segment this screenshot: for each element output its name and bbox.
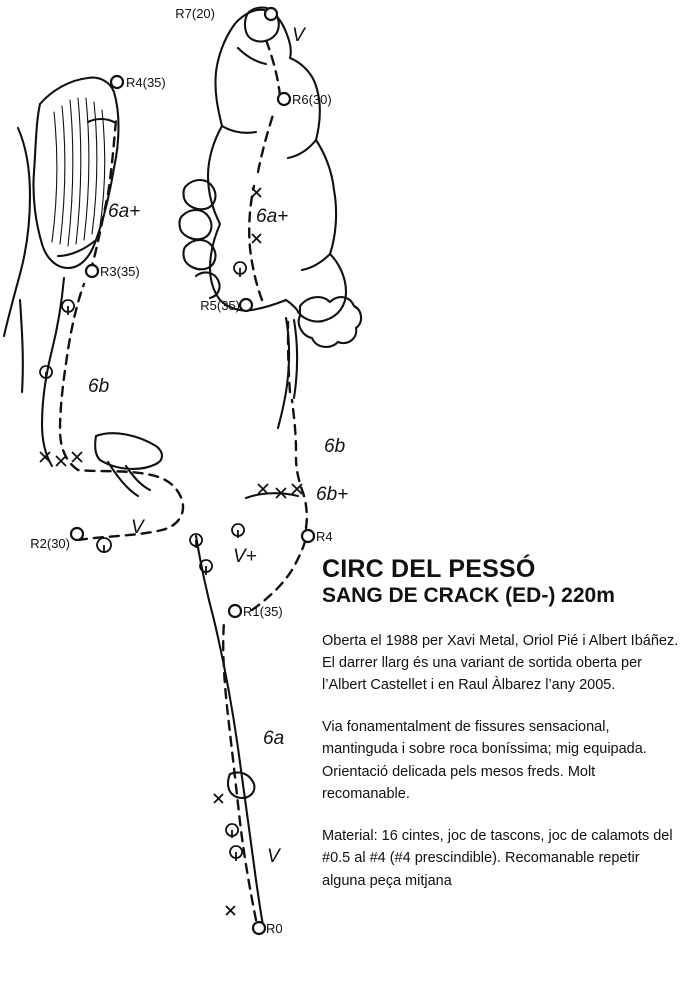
grade-label-6a-plus-left: 6a+ bbox=[108, 201, 141, 222]
route-info-panel bbox=[322, 555, 684, 892]
belay-label-r5: R5(35) bbox=[200, 298, 240, 313]
grade-label-6b-right: 6b bbox=[324, 436, 346, 457]
route-material-paragraph: Material: 16 cintes, joc de tascons, joc de calamots del #0.5 al #4 (#4 prescindible). Recomanable repetir alguna peça mitjana bbox=[322, 827, 673, 889]
grade-label-6a: 6a bbox=[263, 728, 285, 749]
belay-label-r6: R6(30) bbox=[292, 92, 332, 107]
belay-label-r3: R3(35) bbox=[100, 264, 140, 279]
grade-label-6b-left: 6b bbox=[88, 376, 110, 397]
belay-label-r4b: R4 bbox=[316, 529, 333, 544]
grade-label-6b-plus: 6b+ bbox=[316, 484, 349, 505]
belay-label-r2: R2(30) bbox=[30, 536, 70, 551]
grade-label-v-plus: V+ bbox=[233, 546, 257, 567]
rock-outlines bbox=[4, 8, 361, 931]
grade-label-v-mid: V bbox=[131, 517, 144, 538]
grade-label-6a-plus-right: 6a+ bbox=[256, 206, 289, 227]
belay-labels bbox=[30, 6, 332, 936]
route-subtitle: SANG DE CRACK (ED-) 220m bbox=[322, 584, 615, 607]
page-title: CIRC DEL PESSÓ bbox=[322, 555, 536, 583]
route-history-paragraph: Oberta el 1988 per Xavi Metal, Oriol Pié i Albert Ibáñez. El darrer llarg és una variant de sortida oberta per l’Albert Castellet i en Raul Àlbarez l’any 2005. bbox=[322, 632, 679, 694]
grade-label-v-top: V bbox=[292, 25, 305, 46]
belay-label-r7: R7(20) bbox=[175, 6, 215, 21]
belay-label-r0: R0 bbox=[266, 921, 283, 936]
belay-label-r4: R4(35) bbox=[126, 75, 166, 90]
grade-labels bbox=[88, 25, 348, 867]
belay-label-r1: R1(35) bbox=[243, 604, 283, 619]
grade-label-v-low: V bbox=[267, 846, 280, 867]
route-description-paragraph: Via fonamentalment de fissures sensacional, mantinguda i sobre roca boníssima; mig equipada. Orientació delicada pels mesos freds. Molt recomanable. bbox=[322, 718, 647, 803]
